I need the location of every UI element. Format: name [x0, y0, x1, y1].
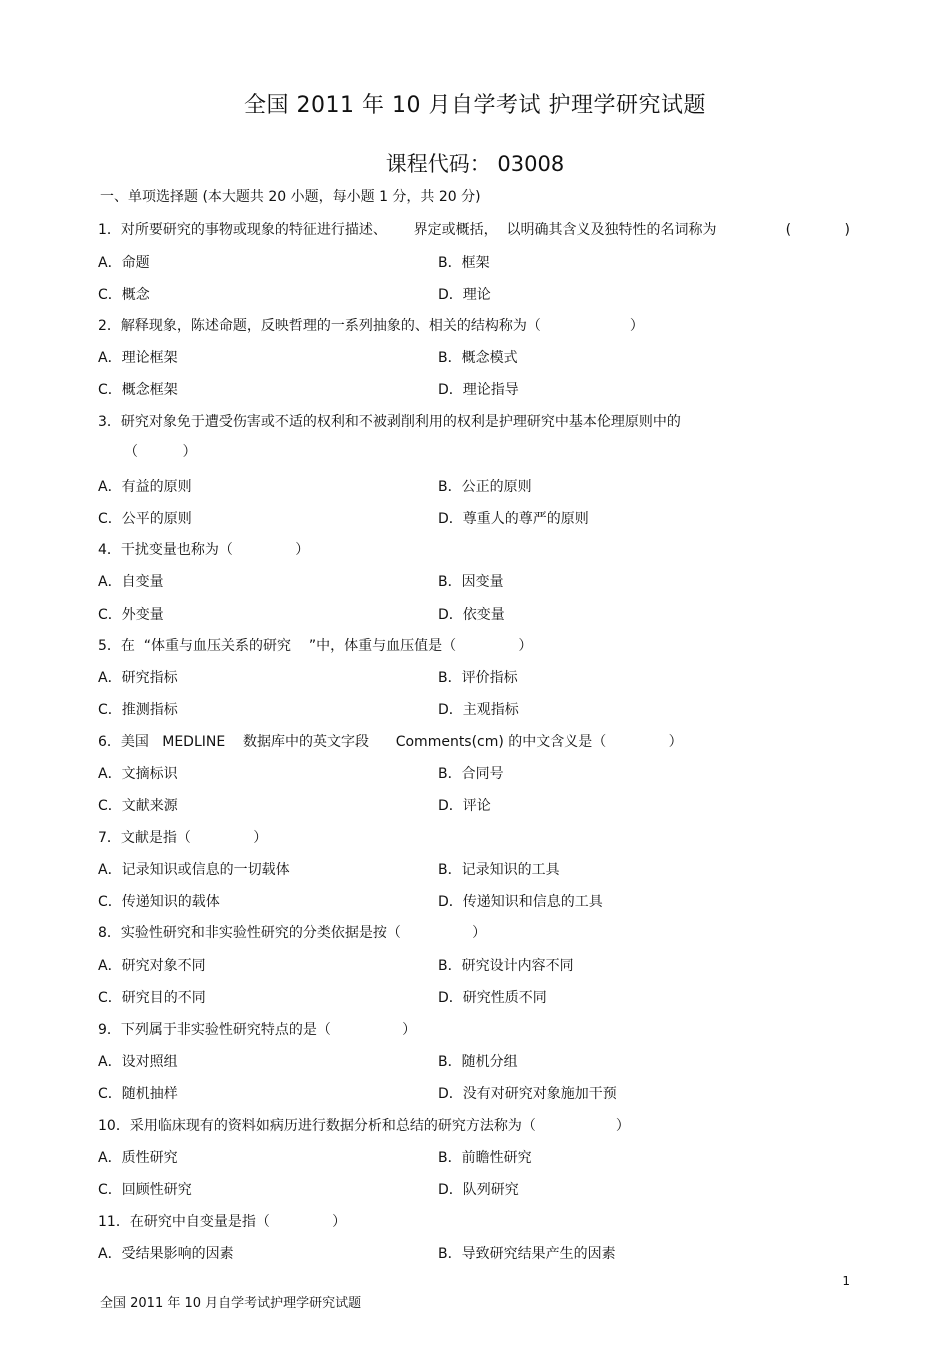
- question-7-option-b: B．记录知识的工具: [438, 862, 560, 878]
- question-10-option-d: D．队列研究: [438, 1182, 519, 1198]
- question-6-option-d: D．评论: [438, 798, 491, 814]
- question-5-option-a: A．研究指标: [98, 670, 178, 686]
- question-4-option-b: B．因变量: [438, 574, 504, 590]
- page-number: 1: [842, 1274, 850, 1288]
- question-9-option-c: C．随机抽样: [98, 1086, 178, 1102]
- question-9-option-a: A．设对照组: [98, 1054, 178, 1070]
- question-6-option-a: A．文摘标识: [98, 766, 178, 782]
- question-9-option-d: D．没有对研究对象施加干预: [438, 1086, 617, 1102]
- question-7-stem: 7．文献是指（ ）: [98, 830, 268, 846]
- question-10-option-a: A．质性研究: [98, 1150, 178, 1166]
- question-3-option-d: D．尊重人的尊严的原则: [438, 511, 589, 527]
- question-1-option-c: C．概念: [98, 287, 150, 303]
- question-2-option-d: D．理论指导: [438, 382, 519, 398]
- question-8-option-d: D．研究性质不同: [438, 990, 547, 1006]
- question-8-option-c: C．研究目的不同: [98, 990, 206, 1006]
- question-8-option-a: A．研究对象不同: [98, 958, 206, 974]
- question-11-option-b: B．导致研究结果产生的因素: [438, 1246, 616, 1262]
- question-1-answer-blank: ( ): [785, 222, 850, 238]
- question-2-stem: 2．解释现象，陈述命题，反映哲理的一系列抽象的、相关的结构称为（ ）: [98, 318, 644, 334]
- question-4-option-a: A．自变量: [98, 574, 164, 590]
- question-2-option-a: A．理论框架: [98, 350, 178, 366]
- question-7-option-d: D．传递知识和信息的工具: [438, 894, 603, 910]
- question-3-answer-blank: （ ）: [124, 444, 197, 460]
- question-9-stem: 9．下列属于非实验性研究特点的是（ ）: [98, 1022, 417, 1038]
- question-11-option-a: A．受结果影响的因素: [98, 1246, 234, 1262]
- question-4-stem: 4．干扰变量也称为（ ）: [98, 542, 310, 558]
- question-2-option-b: B．概念模式: [438, 350, 518, 366]
- question-2-option-c: C．概念框架: [98, 382, 178, 398]
- question-3-option-c: C．公平的原则: [98, 511, 192, 527]
- question-5-stem: 5．在 “体重与血压关系的研究 ”中，体重与血压值是（ ）: [98, 638, 533, 654]
- question-7-option-a: A．记录知识或信息的一切载体: [98, 862, 290, 878]
- question-5-option-d: D．主观指标: [438, 702, 519, 718]
- question-6-option-b: B．合同号: [438, 766, 504, 782]
- question-4-option-d: D．依变量: [438, 607, 505, 623]
- question-10-option-c: C．回顾性研究: [98, 1182, 192, 1198]
- question-9-option-b: B．随机分组: [438, 1054, 518, 1070]
- question-5-option-c: C．推测指标: [98, 702, 178, 718]
- question-3-option-b: B．公正的原则: [438, 479, 532, 495]
- exam-title: 全国 2011 年 10 月自学考试 护理学研究试题: [244, 93, 706, 118]
- question-1-option-a: A．命题: [98, 255, 150, 271]
- section-heading: 一、单项选择题 (本大题共 20 小题，每小题 1 分，共 20 分): [100, 189, 481, 205]
- question-6-stem: 6．美国 MEDLINE 数据库中的英文字段 Comments(cm) 的中文含义是（ ）: [98, 734, 683, 750]
- course-code: 课程代码： 03008: [385, 152, 565, 176]
- question-11-stem: 11．在研究中自变量是指（ ）: [98, 1214, 347, 1230]
- question-1-option-d: D．理论: [438, 287, 491, 303]
- question-10-option-b: B．前瞻性研究: [438, 1150, 532, 1166]
- question-4-option-c: C．外变量: [98, 607, 164, 623]
- question-6-option-c: C．文献来源: [98, 798, 178, 814]
- question-8-stem: 8．实验性研究和非实验性研究的分类依据是按（ ）: [98, 925, 487, 941]
- question-8-option-b: B．研究设计内容不同: [438, 958, 574, 974]
- question-1-stem: 1．对所要研究的事物或现象的特征进行描述、 界定或概括， 以明确其含义及独特性的名词称为: [98, 222, 717, 238]
- question-3-option-a: A．有益的原则: [98, 479, 192, 495]
- question-3-stem: 3．研究对象免于遭受伤害或不适的权利和不被剥削利用的权利是护理研究中基本伦理原则中的: [98, 414, 681, 430]
- question-5-option-b: B．评价指标: [438, 670, 518, 686]
- question-1-option-b: B．框架: [438, 255, 490, 271]
- question-10-stem: 10．采用临床现有的资料如病历进行数据分析和总结的研究方法称为（ ）: [98, 1118, 630, 1134]
- page-footer: 全国 2011 年 10 月自学考试护理学研究试题: [100, 1296, 362, 1311]
- question-7-option-c: C．传递知识的载体: [98, 894, 220, 910]
